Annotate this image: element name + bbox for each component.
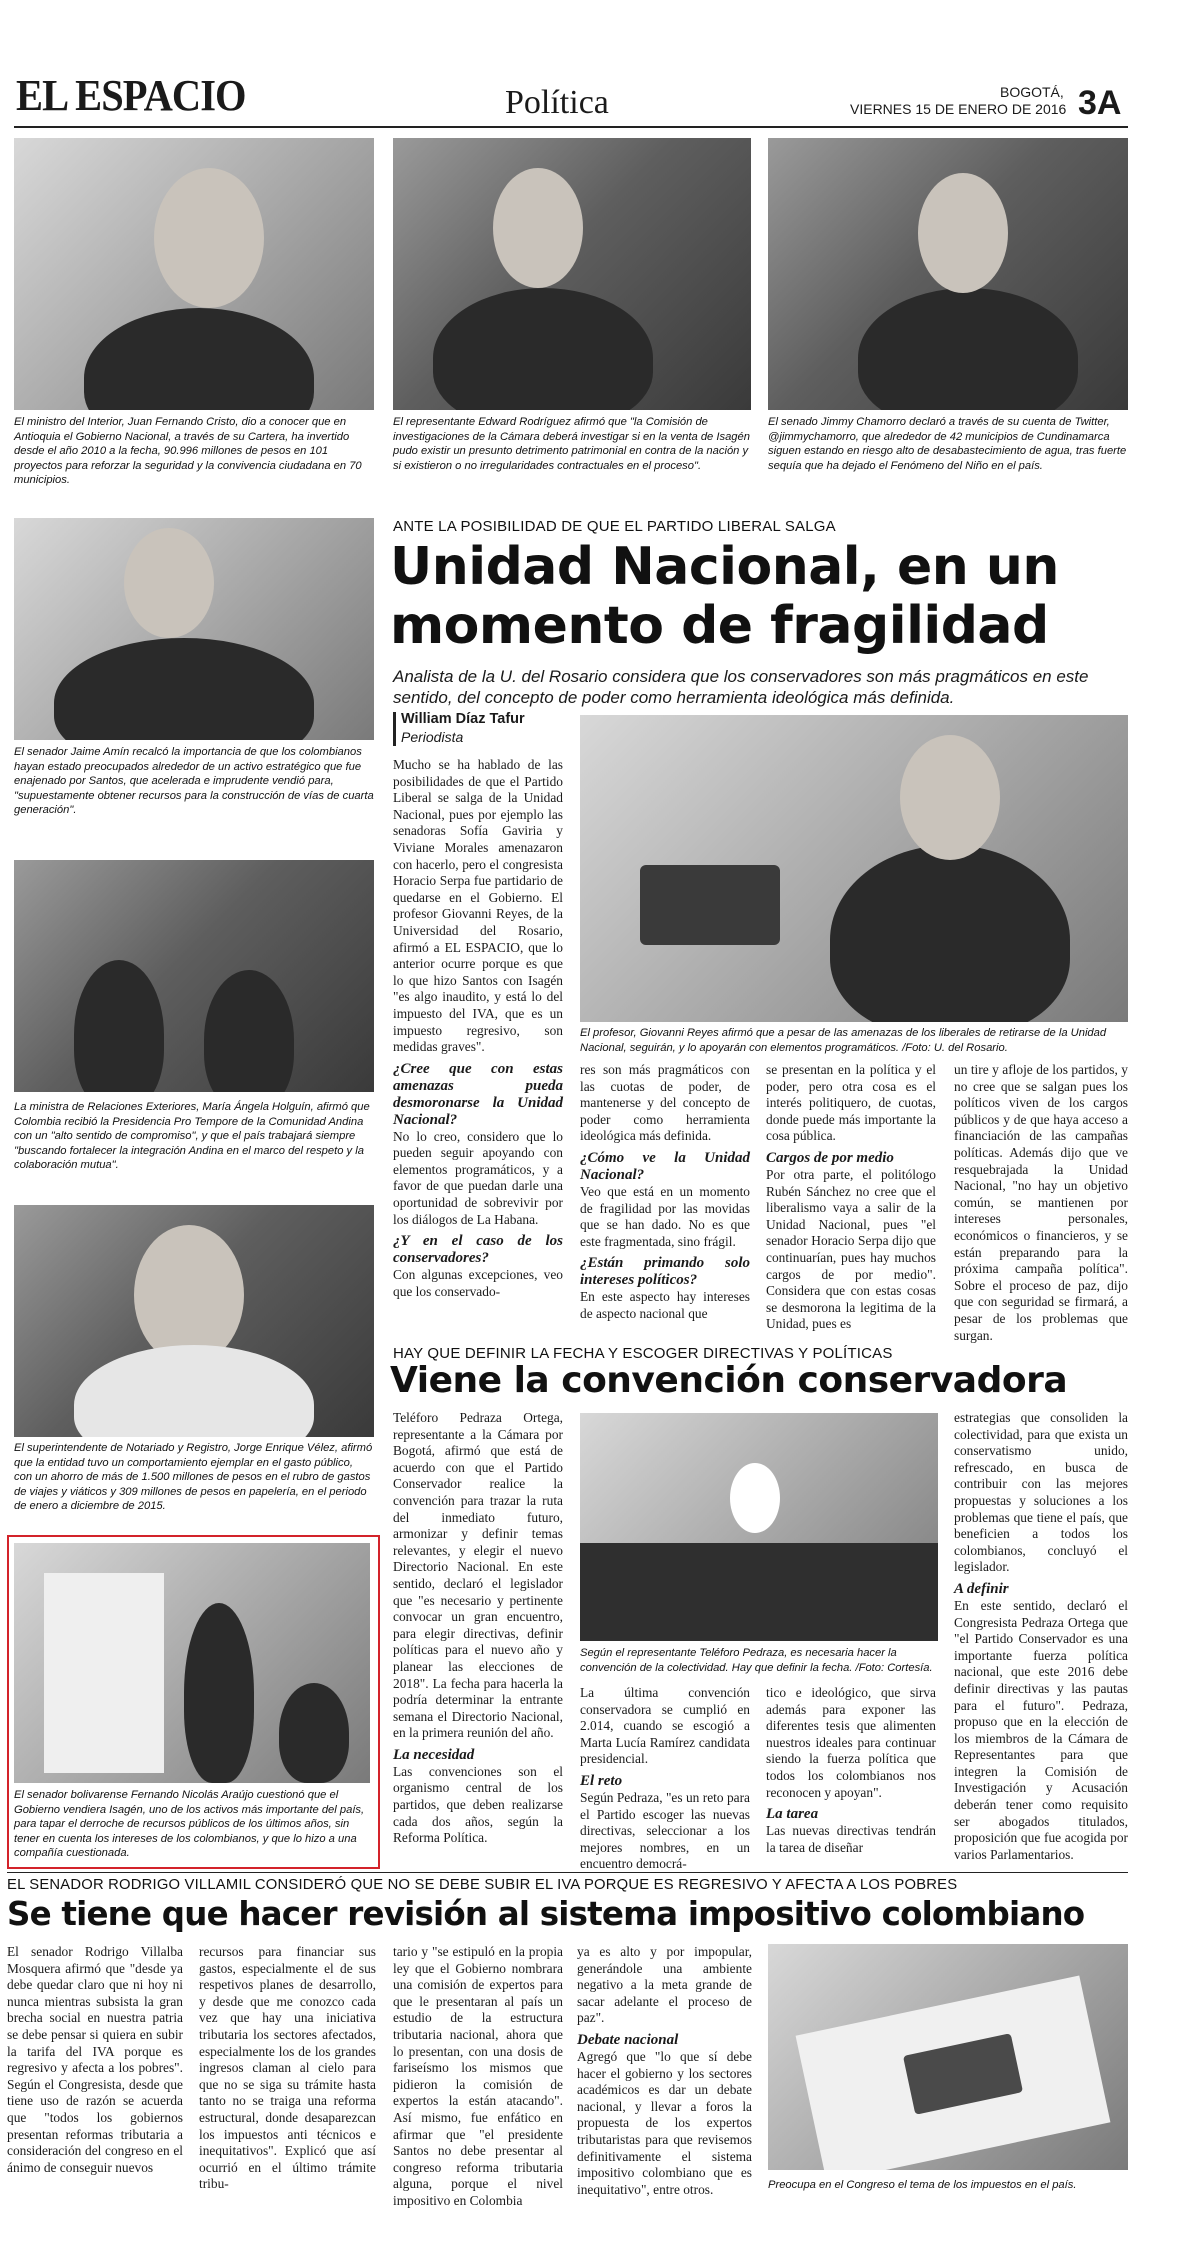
photo-amin: [14, 518, 374, 740]
article2-col3: tico e ideológico, que sirva además para exponer las diferentes tesis que alimenten nuestros ideales para continuar siendo la fuerza política que todos los colombianos nos reconocen y apoyan". La tarea Las nuevas directivas tendrán la tarea de diseñar: [766, 1685, 936, 1855]
article1-byline-role: Periodista: [401, 729, 464, 745]
article1-col1: Mucho se ha hablado de las posibilidades de que el Partido Liberal se salga de la Unidad Nacional, pues por ejemplo las senadoras Sofía Gaviria y Viviane Morales amenazaron con hacerlo, pero el congresista Horacio Serpa fue partidario de quedarse en el Gobierno. El profesor Giovanni Reyes, de la Universidad del Rosario, afirmó a EL ESPACIO, que lo anterior ocurre porque es que lo que hizo Santos con Isagén "es algo inaudito, y está lo del impuesto del IVA, que es un impuesto regresivo, son medidas graves". ¿Cree que con estas amenazas pueda desmoronarse la Unidad Nacional? No lo creo, considero que lo pueden seguir apoyando con elementos programáticos, y a favor de que puedan darle una oportunidad de sobrevivir por los diálogos de La Habana. ¿Y en el caso de los conservadores? Con algunas excepciones, veo que los conservado-: [393, 757, 563, 1299]
article3-col1: El senador Rodrigo Villalba Mosquera afirmó que "desde ya debe quedar claro que ni hoy ni nunca mientras subsista la gran brecha social en nuestra patria se debe pensar si quiera en subir la tarifa del IVA porque es regresivo y afecta a los pobres". Según el Congresista, desde que tiene uso de razón se acuerda que "todos los gobiernos presentan reformas tributaria a consideración del congreso en el ánimo de conseguir nuevos: [7, 1944, 183, 2175]
article3-photo-caption: Preocupa en el Congreso el tema de los impuestos en el país.: [768, 2179, 1077, 2191]
photo-reyes: [580, 715, 1128, 1022]
article3-col3: tario y "se estipuló en la propia ley que el Gobierno nombrara una comisión de expertos para que le presentaran al país un estudio de la estructura tributaria nacional, ahora que lo presentan, con una dosis de fariseísmo los mismos que pidieron la comisión de expertos la están atacando". Así mismo, fue enfático en afirmar que "el presidente Santos no debe presentar al congreso reforma tributaria alguna, porque el nivel impositivo en Colombia: [393, 1944, 563, 2208]
photo-velez: [14, 1205, 374, 1437]
photo-convencion: [580, 1413, 938, 1641]
article1-byline-name: William Díaz Tafur: [401, 711, 525, 727]
caption-araujo: El senador bolivarense Fernando Nicolás Araújo cuestionó que el Gobierno vendiera Isagén, uno de los activos más importante del país, para tapar el derroche de recursos públicos de los últimos años, sin tener en cuenta los intereses de los colombianos, y que lo hizo a una compañía cuestionada.: [14, 1789, 365, 1860]
article1-headline-line2: momento de fragilidad: [390, 596, 1049, 656]
caption-chamorro: El senado Jimmy Chamorro declaró a través de su cuenta de Twitter, @jimmychamorro, que alrededor de 42 municipios de Cundinamarca siguen estando en riesgo alto de desabastecimiento de agua, tras fuerte sequía que ha dejado el Fenómeno del Niño en el país.: [768, 416, 1127, 472]
caption-velez: El superintendente de Notariado y Registro, Jorge Enrique Vélez, afirmó que la entidad tuvo un comportamiento ejemplar en el gasto público, con un ahorro de más de 1.500 millones de pesos en el rubro de gastos de viajes y viáticos y 309 millones de pesos en papelería, en el periodo de enero a diciembre de 2015.: [14, 1442, 373, 1513]
article3-headline: Se tiene que hacer revisión al sistema impositivo colombiano: [7, 1895, 1085, 1933]
article3-col4: ya es alto y por impopular, generándole una ambiente negativo a la meta grande de sacar adelante el proceso de paz". Debate nacional Agregó que "lo que sí debe hacer el gobierno y los sectores académicos es dar un debate nacional, y llevar a foros la propuesta de los expertos tributaristas para que revisemos definitivamente el sistema impositivo colombiano que es inequitativo", entre otros.: [577, 1944, 752, 2197]
masthead-date: VIERNES 15 DE ENERO DE 2016: [850, 101, 1067, 117]
article2-kicker: HAY QUE DEFINIR LA FECHA Y ESCOGER DIRECTIVAS Y POLÍTICAS: [393, 1345, 893, 1362]
article1-photo-caption: El profesor, Giovanni Reyes afirmó que a pesar de las amenazas de los liberales de retirarse de la Unidad Nacional, seguirán, y lo apoyarán con elementos programáticos. /Foto: U. del Rosario.: [580, 1027, 1107, 1054]
photo-impuestos: [768, 1944, 1128, 2170]
article2-col2: La última convención conservadora se cumplió en 2.014, cuando se escogió a Marta Lucía Ramírez candidata presidencial. El reto Según Pedraza, "es un reto para el Partido escoger las nuevas directivas, seleccionar a los mejores nombres, en un encuentro democrá-: [580, 1685, 750, 1872]
byline-rule: [393, 712, 396, 746]
article1-col2: res son más pragmáticos con las cuotas de poder, de mantenerse y del concepto de poder como herramienta ideológica más definida. ¿Cómo ve la Unidad Nacional? Veo que está en un momento de fragilidad por las movidas que se han dado. No es que este fragmentada, sino frágil. ¿Están primando solo intereses políticos? En este aspecto hay intereses de aspecto nacional que: [580, 1062, 750, 1321]
article2-col4: estrategias que consoliden la colectividad, para que exista un conservatismo unido, refrescado, en busca de contribuir con las mejores propuestas y soluciones a los problemas que tiene el país, que beneficien a todos los colombianos, concluyó el legislador. A definir En este sentido, declaró el Congresista Pedraza Ortega que "el Partido Conservador es una importante fuerza política nacional, que este 2016 debe definir directivas y las pautas para el futuro". Pedraza, propuso que en la elección de los miembros de la Cámara de Representantes para que integren la Comisión de Investigación y Acusación deberán tener como requisito ser abogados titulados, proposición que fue acogida por varios Parlamentarios.: [954, 1410, 1128, 1862]
caption-holguin: La ministra de Relaciones Exteriores, María Ángela Holguín, afirmó que Colombia recibió la Presidencia Pro Tempore de la Comunidad Andina con un "alto sentido de compromiso", y que el país trabajará siempre "buscando fortalecer la integración Andina en el marco del respeto y la colaboración mutua".: [14, 1101, 370, 1172]
article2-headline: Viene la convención conservadora: [390, 1360, 1068, 1401]
masthead-rule: [14, 126, 1128, 128]
caption-rodriguez: El representante Edward Rodríguez afirmó que "la Comisión de investigaciones de la Cámara deberá investigar si en la venta de Isagén pudo existir un presunto detrimento patrimonial en contra de la nación y si existieron o no irregularidades contractuales en el proceso".: [393, 416, 750, 472]
article1-deck: Analista de la U. del Rosario considera que los conservadores son más pragmáticos en este sentido, del concepto de poder como herramienta ideológica más definida.: [393, 667, 1089, 707]
caption-cristo: El ministro del Interior, Juan Fernando Cristo, dio a conocer que en Antioquia el Gobierno Nacional, a través de su Cartera, ha invertido desde el año 2010 a la fecha, 90.996 millones de pesos en 101 proyectos para reforzar la seguridad y la convivencia ciudadana en 70 municipios.: [14, 416, 362, 487]
caption-amin: El senador Jaime Amín recalcó la importancia de que los colombianos hayan estado preocupados alrededor de un activo estratégico que fue enajenado por Santos, que acelerada e imprudente vendió para, "supuestamente obtener recursos para la construcción de vías de cuarta generación".: [14, 746, 374, 817]
photo-chamorro: [768, 138, 1128, 410]
article3-col2: recursos para financiar sus gastos, especialmente el de sus respetivos planes de desarrollo, y desde que me conozco cada vez que hay una iniciativa tributaria los sectores afectados, especialmente los de los grandes ingresos claman al cielo para que no se siga su trámite hasta tanto no se traiga una reforma estructural, donde desaparezcan los impuestos anti técnicos e inequitativos". Explicó que así ocurrió en el último trámite tribu-: [199, 1944, 376, 2192]
article1-col4: un tire y afloje de los partidos, y no cree que se salgan pues los políticos viven de los cargos públicos y de que haya acceso a financiación de las campañas políticas. Además dijo que ve resquebrajada la Unidad Nacional, "no hay un objetivo común, se mantienen por intereses personales, económicos o financieros, y se están preparando para la próxima campaña política". Sobre el proceso de paz, dijo que con seguridad se firmará, a pesar de los problemas que surgan.: [954, 1062, 1128, 1343]
article3-top-rule: [7, 1872, 1128, 1873]
article3-kicker: EL SENADOR RODRIGO VILLAMIL CONSIDERÓ QUE NO SE DEBE SUBIR EL IVA PORQUE ES REGRESIVO Y AFECTA A LOS POBRES: [7, 1877, 958, 1893]
page-number: 3A: [1078, 84, 1122, 122]
photo-holguin: [14, 860, 374, 1092]
masthead-city: BOGOTÁ,: [1000, 84, 1064, 100]
article1-kicker: ANTE LA POSIBILIDAD DE QUE EL PARTIDO LIBERAL SALGA: [393, 518, 836, 535]
article1-headline-line1: Unidad Nacional, en un: [390, 537, 1059, 597]
section-title: Política: [505, 84, 609, 121]
article2-photo-caption: Según el representante Teléforo Pedraza, es necesaria hacer la convención de la colectividad. Hay que definir la fecha. /Foto: Cortesía.: [580, 1647, 933, 1674]
article1-col3: se presentan en la política y el poder, pero otra cosa es el interés politiquero, de cuotas, donde puede más importante la cosa pública. Cargos de por medio Por otra parte, el politólogo Rubén Sánchez no cree que el liberalismo vaya a salir de la Unidad Nacional, pues "el senador Horacio Serpa dijo que continuarían, pues hay muchos cargos de por medio". Considera que con estas cosas se desmorona la legitima de la Unidad, pues es: [766, 1062, 936, 1332]
photo-araujo: [14, 1543, 370, 1783]
masthead-logo: EL ESPACIO: [16, 71, 246, 120]
article2-col1: Teléforo Pedraza Ortega, representante a la Cámara por Bogotá, afirmó que está de acuerdo con que el Partido Conservador realice la convención para trazar la ruta del inmediato futuro, armonizar y definir temas relevantes, y elegir el nuevo Directorio Nacional. En este sentido, declaró el legislador que "es necesario y pertinente convocar un gran encuentro, para elegir directivas, definir políticas para el nuevo año y planear las elecciones de 2018". La fecha para hacerla la podría determinar la entrante semana el Directorio Nacional, en la primera reunión del año. La necesidad Las convenciones son el organismo central de los partidos, que deben realizarse cada dos años, según la Reforma Política.: [393, 1410, 563, 1846]
photo-rodriguez: [393, 138, 751, 410]
photo-cristo: [14, 138, 374, 410]
